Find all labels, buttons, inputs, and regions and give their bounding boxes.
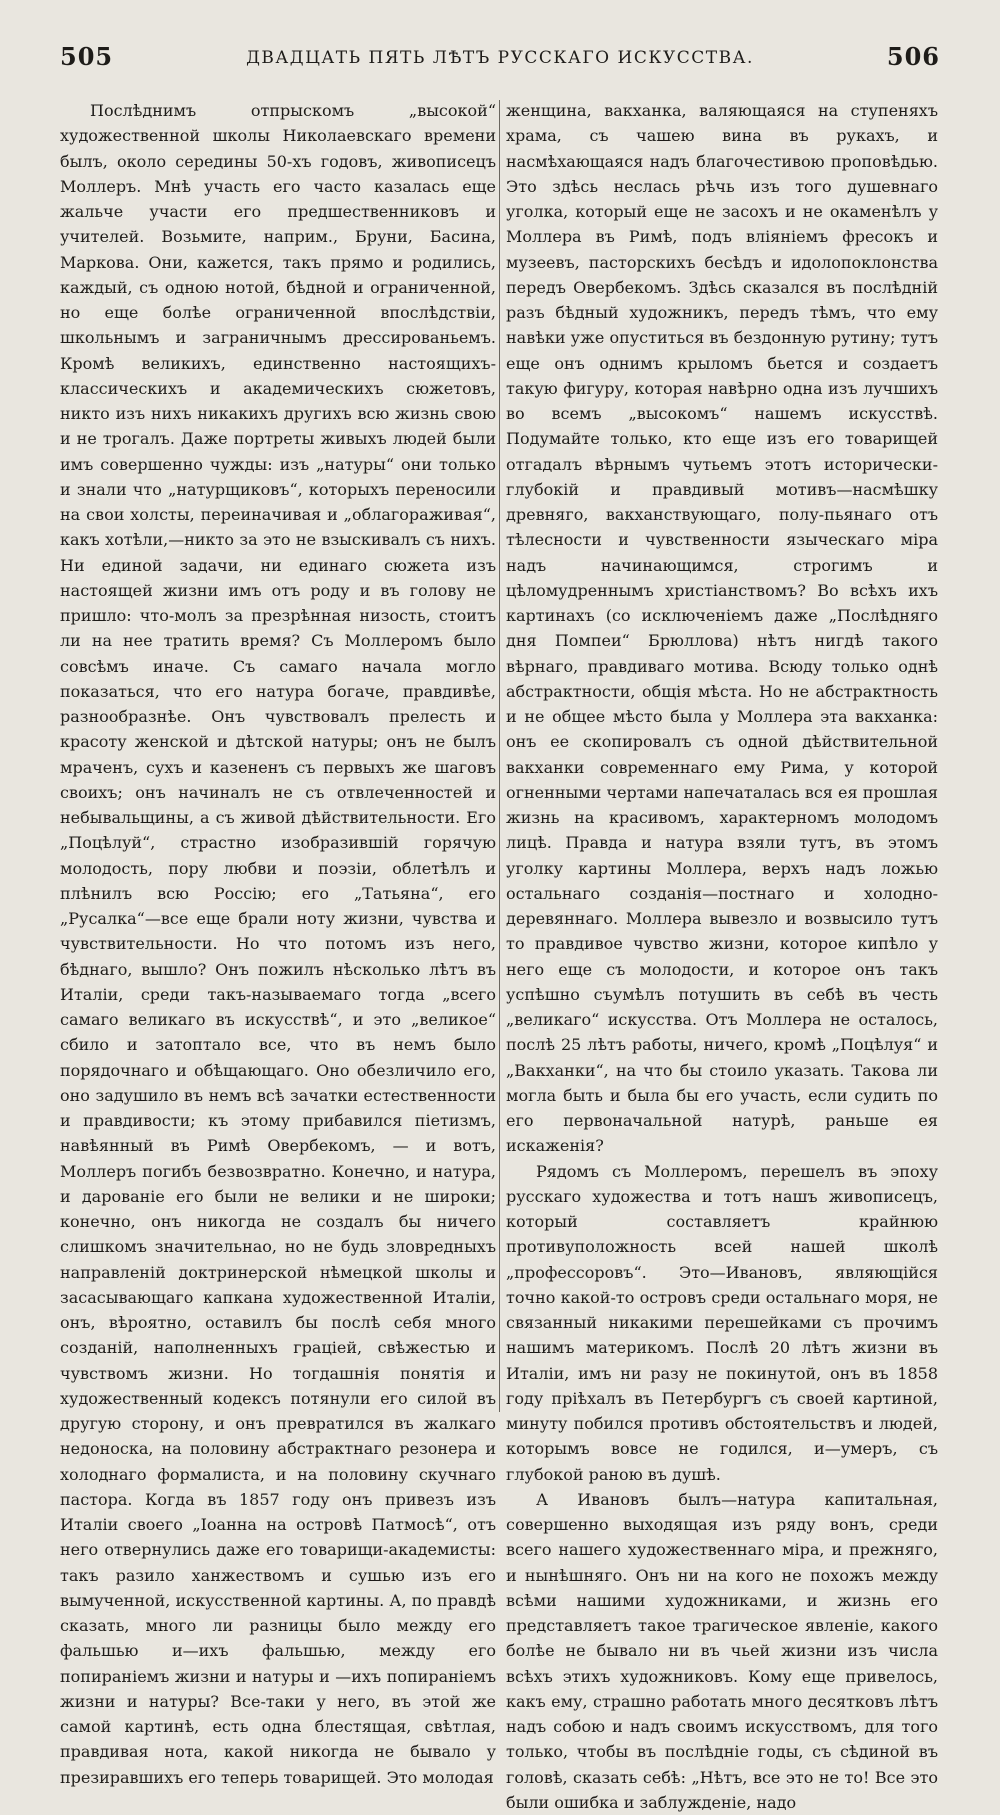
right-page-number: 506 (886, 42, 940, 71)
paragraph: А Ивановъ былъ—натура капитальная, совершенно выходящая изъ ряду вонъ, среди всего нашего художественнаго міра, и прежняго, и нынѣшняго. Онъ ни на кого не похожъ между всѣми нашими художниками, и жизнь его представляетъ такое трагическое явленіе, какого болѣе не бывало ни въ чьей жизни изъ числа всѣхъ этихъ художниковъ. Кому еще привелось, какъ ему, страшно работать много десятковъ лѣтъ надъ собою и надъ своимъ искусствомъ, для того только, чтобы въ послѣдніе годы, съ сѣдиной въ головѣ, сказать себѣ: „Нѣтъ, все это не то! Все это были ошибка и заблужденіе, надо (506, 1489, 938, 1812)
left-page-number: 505 (60, 42, 114, 71)
paragraph: Послѣднимъ отпрыскомъ „высокой“ художественной школы Николаевскаго времени былъ, около середины 50-хъ годовъ, живописецъ Моллеръ. Мнѣ участь его часто казалась еще жальче участи его предшественниковъ и учителей. Возьмите, наприм., Бруни, Басина, Маркова. Они, кажется, такъ прямо и родились, каждый, съ одною нотой, бѣдной и ограниченной, но еще болѣе ограниченной впослѣдствіи, школьнымъ и заграничнымъ дрессированьемъ. Кромѣ великихъ, единственно настоящихъ-классическихъ и академическихъ сюжетовъ, никто изъ нихъ никакихъ другихъ всю жизнь свою и не трогалъ. Даже портреты живыхъ людей были имъ совершенно чужды: изъ „натуры“ они только и знали что „натурщиковъ“, которыхъ переносили на свои холсты, переиначивая и „облагораживая“, какъ хотѣли,—никто за это не взыскивалъ съ нихъ. Ни единой задачи, ни единаго сюжета изъ настоящей жизни имъ отъ роду и въ голову не пришло: что-молъ за презрѣнная низость, стоитъ ли на нее тратить время? Съ Моллеромъ было совсѣмъ иначе. Съ самаго начала могло показаться, что его натура богаче, правдивѣе, разнообразнѣе. Онъ чувствовалъ прелесть и красоту женской и дѣтской натуры; онъ не былъ мраченъ, сухъ и казененъ съ первыхъ же шаговъ своихъ; онъ начиналъ не съ отвлеченностей и небывальщины, а съ живой дѣйствительности. Его „Поцѣлуй“, страстно изобразившій горячую молодость, пору любви и поэзіи, облетѣлъ и плѣнилъ всю Россію; его „Татьяна“, его „Русалка“—все еще брали ноту жизни, чувства и чувствительности. Но что потомъ изъ него, бѣднаго, вышло? Онъ пожилъ нѣсколько лѣтъ въ Италіи, среди такъ-называемаго тогда „всего самаго великаго въ искусствѣ“, и это „великое“ сбило и затоптало все, что въ немъ было порядочнаго и обѣщающаго. Оно обезличило его, оно задушило въ немъ всѣ зачатки естественности и правдивости; къ этому прибавился піетизмъ, навѣянный въ Римѣ Овербекомъ, — и вотъ, Моллеръ погибъ безвозвратно. Конечно, и натура, и дарованіе его были не велики и не широки; конечно, онъ никогда не создалъ бы ничего слишкомъ значительнао, но не будь зловредныхъ направленій доктринерской нѣмецкой школы и засасывающаго капкана художественной Италіи, онъ, вѣроятно, оставилъ бы послѣ себя много созданій, наполненныхъ граціей, свѣжестью и чувствомъ жизни. Но тогдашнія понятія и художественный кодексъ потянули его силой въ другую сторону, и онъ превратился въ жалкаго недоноска, на половину абстрактнаго резонера и холоднаго формалиста, и на половину скучнаго пастора. Когда въ 1857 году онъ привезъ изъ Италіи своего „Іоанна на островѣ Патмосѣ“, отъ него отвернулись даже его товарищи-академисты: такъ разило ханжествомъ и сушью изъ его вымученной, искусственной картины. А, по правдѣ сказать, много ли разницы было между его фальшью и—ихъ фальшью, между его попираніемъ жизни и натуры и —ихъ попираніемъ жизни и натуры? Все-таки у него, въ этой же самой картинѣ, есть одна блестящая, свѣтлая, правдивая нота, какой никогда не бывало у презиравшихъ его теперь товарищей. Это молодая (60, 101, 496, 1787)
column-divider (499, 100, 500, 1412)
left-column (60, 98, 496, 1790)
right-column (506, 98, 938, 1815)
running-title: ДВАДЦАТЬ ПЯТЬ ЛѢТЪ РУССКАГО ИСКУССТВА. (246, 48, 754, 68)
running-header (60, 40, 940, 80)
paragraph: Рядомъ съ Моллеромъ, перешелъ въ эпоху русскаго художества и тотъ нашъ живописецъ, который составляетъ крайнюю противуположность всей нашей школѣ „профессоровъ“. Это—Ивановъ, являющійся точно какой-то островъ среди остальнаго моря, не связанный никакими перешейками съ прочимъ нашимъ материкомъ. Послѣ 20 лѣтъ жизни въ Италіи, имъ ни разу не покинутой, онъ въ 1858 году пріѣхалъ въ Петербургъ съ своей картиной, минуту побился противъ обстоятельствъ и людей, которымъ вовсе не годился, и—умеръ, съ глубокой раною въ душѣ. (506, 1161, 938, 1484)
paragraph: женщина, вакханка, валяющаяся на ступеняхъ храма, съ чашею вина въ рукахъ, и насмѣхающаяся надъ благочестивою проповѣдью. Это здѣсь неслась рѣчь изъ того душевнаго уголка, который еще не засохъ и не окаменѣлъ у Моллера въ Римѣ, подъ вліяніемъ фресокъ и музеевъ, пасторскихъ бесѣдъ и идолопоклонства передъ Овербекомъ. Здѣсь сказался въ послѣдній разъ бѣдный художникъ, передъ тѣмъ, что ему навѣки уже опуститься въ бездонную рутину; тутъ еще онъ однимъ крыломъ бьется и создаетъ такую фигуру, которая навѣрно одна изъ лучшихъ во всемъ „высокомъ“ нашемъ искусствѣ. Подумайте только, кто еще изъ его товарищей отгадалъ вѣрнымъ чутьемъ этотъ исторически-глубокій и правдивый мотивъ—насмѣшку древняго, вакханствующаго, полу-пьянаго отъ тѣлесности и чувственности языческаго міра надъ начинающимся, строгимъ и цѣломудреннымъ христіанствомъ? Во всѣхъ ихъ картинахъ (со исключеніемъ даже „Послѣдняго дня Помпеи“ Брюллова) нѣтъ нигдѣ такого вѣрнаго, правдиваго мотива. Всюду только однѣ абстрактности, общія мѣста. Но не абстрактность и не общее мѣсто была у Моллера эта вакханка: онъ ее скопировалъ съ одной дѣйствительной вакханки современнаго ему Рима, у которой огненными чертами напечаталась вся ея прошлая жизнь на красивомъ, характерномъ молодомъ лицѣ. Правда и натура взяли тутъ, въ этомъ уголку картины Моллера, верхъ надъ ложью остальнаго созданія—постнаго и холодно-деревяннаго. Моллера вывезло и возвысило тутъ то правдивое чувство жизни, которое кипѣло у него еще съ молодости, и которое онъ такъ успѣшно съумѣлъ потушить въ себѣ въ честь „великаго“ искусства. Отъ Моллера не осталось, послѣ 25 лѣтъ работы, ничего, кромѣ „Поцѣлуя“ и „Вакханки“, на что бы стоило указать. Такова ли могла быть и была бы его участь, если судить по его первоначальной натурѣ, раньше ея искаженія? (506, 101, 938, 1156)
